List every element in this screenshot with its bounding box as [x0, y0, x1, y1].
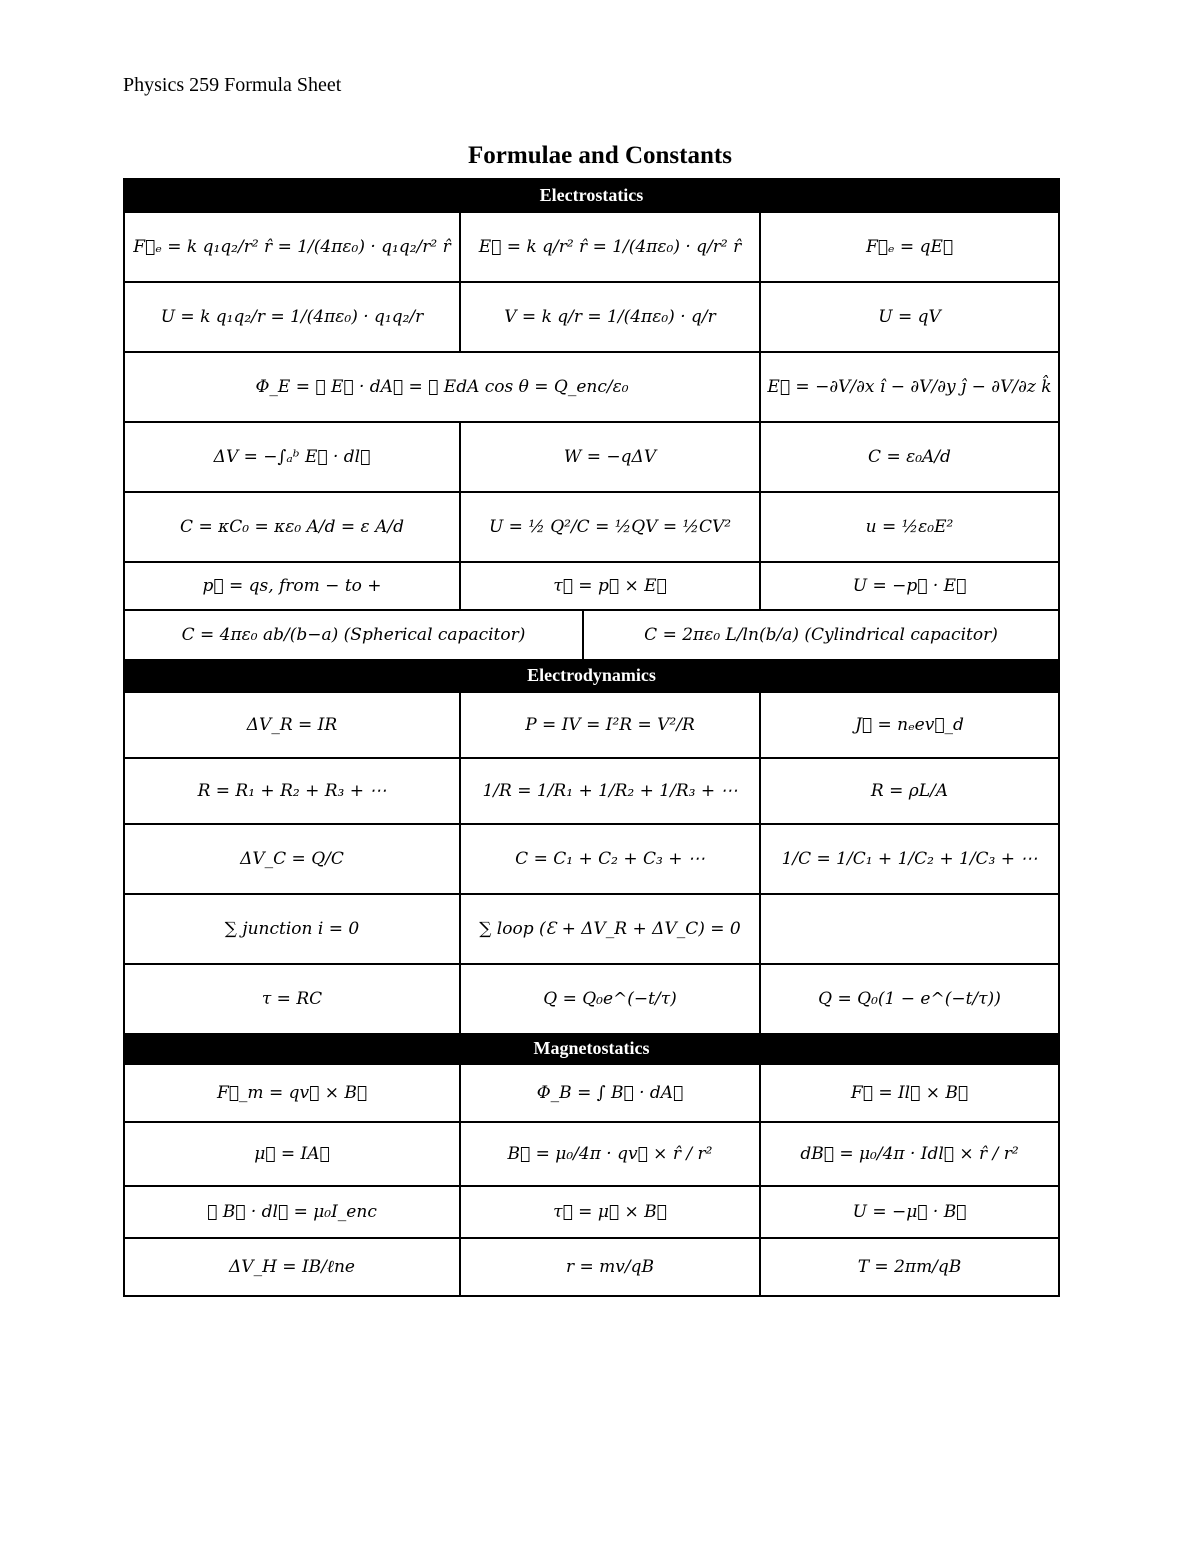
- formula-cell: r = mv/qB: [459, 1239, 759, 1295]
- formula-cell: B⃗ = μ₀/4π · qv⃗ × r̂ / r²: [459, 1123, 759, 1185]
- formula-cell: W = −qΔV: [459, 423, 759, 491]
- formula-cell: U = −p⃗ · E⃗: [759, 563, 1058, 609]
- formula-cell: F⃗ₑ = qE⃗: [759, 213, 1058, 281]
- table-row: [125, 1121, 1058, 1185]
- formula-cell: Φ_E = ∯ E⃗ · dA⃗ = ∯ EdA cos θ = Q_enc/ε₀: [255, 377, 629, 397]
- formula-cell: Q = Q₀(1 − e^(−t/τ)): [759, 965, 1058, 1033]
- page-header: Physics 259 Formula Sheet: [123, 74, 342, 96]
- formula-cell: Φ_B = ∫ B⃗ · dA⃗: [459, 1065, 759, 1121]
- formula-cell: E⃗ = −∂V/∂x î − ∂V/∂y ĵ − ∂V/∂z k̂: [759, 353, 1058, 421]
- formula-cell: P = IV = I²R = V²/R: [459, 693, 759, 757]
- table-row: [125, 1063, 1058, 1121]
- formula-cell: V = k q/r = 1/(4πε₀) · q/r: [459, 283, 759, 351]
- formula-cell: R = R₁ + R₂ + R₃ + ⋯: [197, 781, 387, 801]
- formula-cell: J⃗ = nₑev⃗_d: [759, 693, 1058, 757]
- page-title: Formulae and Constants: [468, 142, 732, 169]
- formula-cell: U = k q₁q₂/r = 1/(4πε₀) · q₁q₂/r: [160, 307, 424, 327]
- formula-cell: T = 2πm/qB: [759, 1239, 1058, 1295]
- formula-cell: C = 2πε₀ L/ln(b/a) (Cylindrical capacitor): [582, 611, 1058, 659]
- section-electrostatics: Electrostatics: [125, 180, 1058, 211]
- formula-cell: U = −μ⃗ · B⃗: [759, 1187, 1058, 1237]
- formula-cell: F⃗_m = qv⃗ × B⃗: [216, 1083, 368, 1103]
- table-row: [125, 421, 1058, 491]
- formula-cell: ΔV = −∫ₐᵇ E⃗ · dl⃗: [213, 447, 371, 467]
- formula-cell: 1/C = 1/C₁ + 1/C₂ + 1/C₃ + ⋯: [759, 825, 1058, 893]
- formula-cell: ΔV_H = IB/ℓne: [229, 1257, 355, 1277]
- table-row: [125, 211, 1058, 281]
- formula-cell: τ⃗ = μ⃗ × B⃗: [459, 1187, 759, 1237]
- formula-cell: U = qV: [759, 283, 1058, 351]
- table-row: [125, 561, 1058, 609]
- formula-cell: C = C₁ + C₂ + C₃ + ⋯: [459, 825, 759, 893]
- formula-cell: 1/R = 1/R₁ + 1/R₂ + 1/R₃ + ⋯: [459, 759, 759, 823]
- formula-cell: τ = RC: [261, 989, 323, 1009]
- table-row: [125, 609, 1058, 659]
- formula-cell: R = ρL/A: [759, 759, 1058, 823]
- formula-cell: Q = Q₀e^(−t/τ): [459, 965, 759, 1033]
- formula-cell: [759, 895, 1058, 963]
- section-electrodynamics: Electrodynamics: [125, 659, 1058, 691]
- formula-cell: p⃗ = qs, from − to +: [202, 576, 382, 596]
- table-row: [125, 691, 1058, 757]
- formula-cell: U = ½ Q²/C = ½QV = ½CV²: [459, 493, 759, 561]
- formula-cell: τ⃗ = p⃗ × E⃗: [459, 563, 759, 609]
- table-row: [125, 1185, 1058, 1237]
- formula-cell: u = ½ε₀E²: [759, 493, 1058, 561]
- formula-cell: C = ε₀A/d: [759, 423, 1058, 491]
- formula-cell: F⃗ = Il⃗ × B⃗: [759, 1065, 1058, 1121]
- table-row: [125, 491, 1058, 561]
- table-row: [125, 1237, 1058, 1295]
- formula-cell: ∮ B⃗ · dl⃗ = μ₀I_enc: [207, 1202, 377, 1222]
- formula-cell: C = 4πε₀ ab/(b−a) (Spherical capacitor): [181, 625, 526, 645]
- formula-cell: F⃗ₑ = k q₁q₂/r² r̂ = 1/(4πε₀) · q₁q₂/r² r̂: [133, 237, 451, 257]
- formula-cell: dB⃗ = μ₀/4π · Idl⃗ × r̂ / r²: [759, 1123, 1058, 1185]
- formula-cell: ∑ loop (Ɛ + ΔV_R + ΔV_C) = 0: [459, 895, 759, 963]
- table-row: [125, 893, 1058, 963]
- formula-cell: ∑ junction i = 0: [224, 919, 360, 939]
- table-row: [125, 351, 1058, 421]
- table-row: [125, 281, 1058, 351]
- formula-cell: ΔV_R = IR: [246, 715, 338, 735]
- table-row: [125, 963, 1058, 1033]
- section-magnetostatics: Magnetostatics: [125, 1033, 1058, 1063]
- formula-cell: ΔV_C = Q/C: [240, 849, 344, 869]
- table-row: [125, 823, 1058, 893]
- formula-cell: C = κC₀ = κε₀ A/d = ε A/d: [180, 517, 404, 537]
- formula-cell: μ⃗ = IA⃗: [254, 1144, 330, 1164]
- formula-table: [123, 178, 1060, 1297]
- formula-cell: E⃗ = k q/r² r̂ = 1/(4πε₀) · q/r² r̂: [459, 213, 759, 281]
- table-row: [125, 757, 1058, 823]
